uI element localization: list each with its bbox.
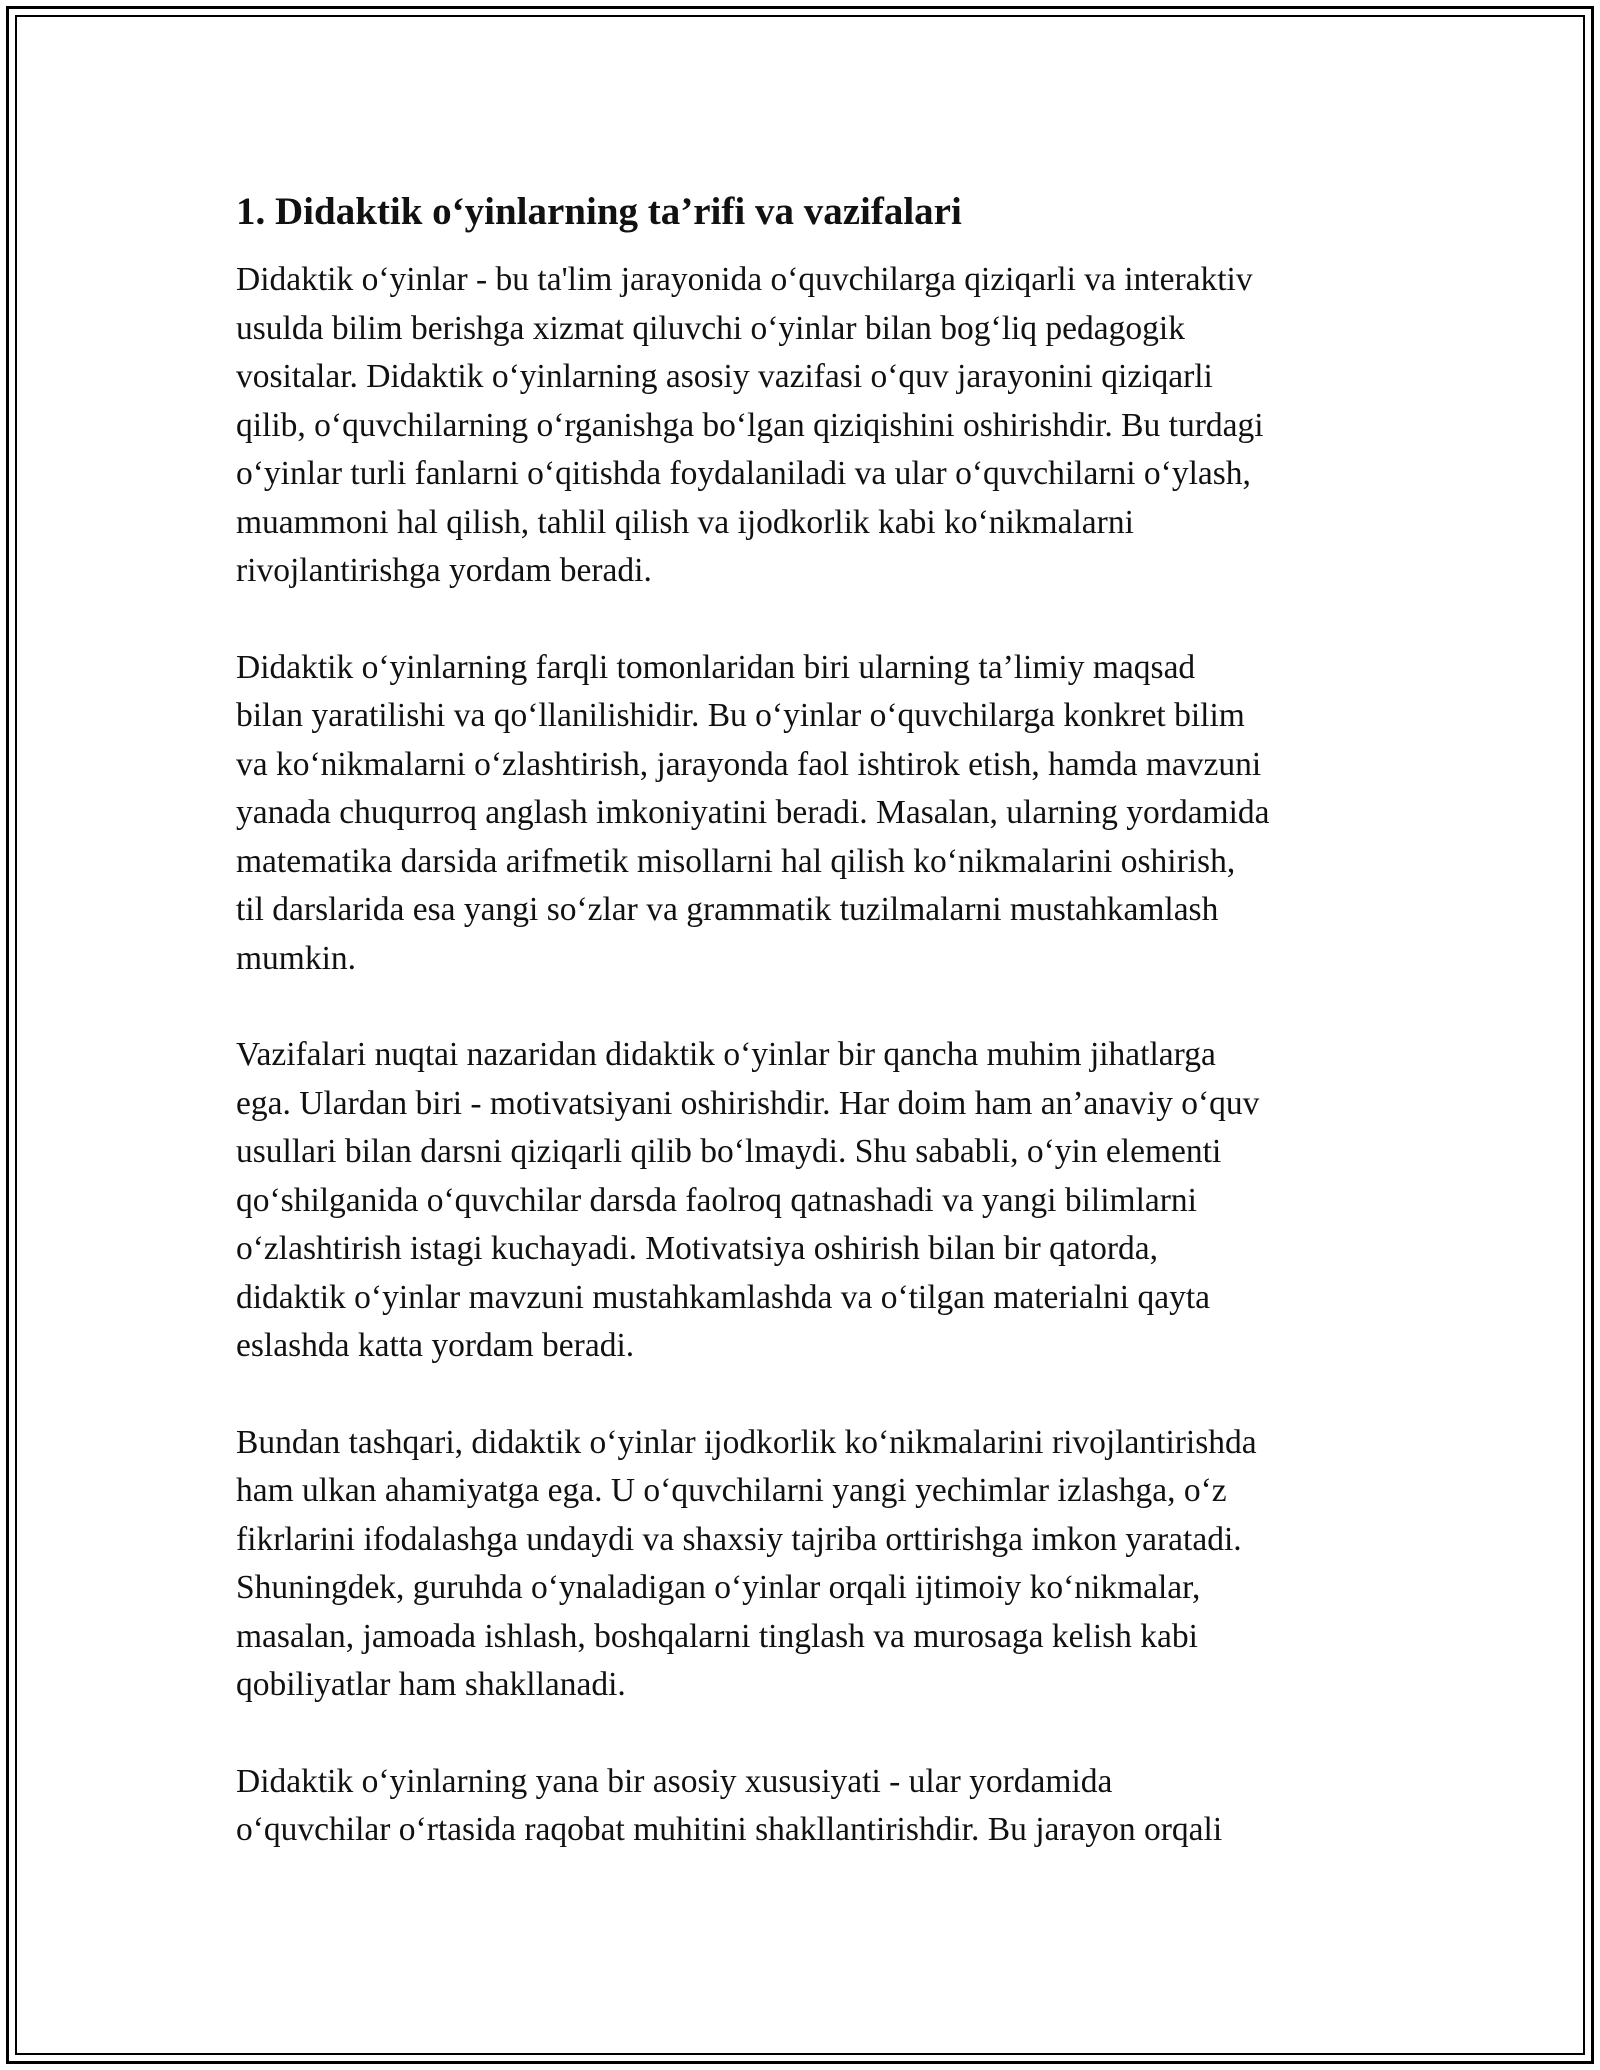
text-line: matematika darsida arifmetik misollarni hal qilish ko‘nikmalarini oshirish, [236, 842, 1236, 880]
text-line: masalan, jamoada ishlash, boshqalarni tinglash va murosaga kelish kabi [236, 1617, 1198, 1655]
text-line: bilan yaratilishi va qo‘llanilishidir. Bu o‘yinlar o‘quvchilarga konkret bilim [236, 697, 1245, 734]
text-line: Didaktik o‘yinlarning yana bir asosiy xususiyati - ular yordamida [236, 1762, 1113, 1800]
text-line: qilib, o‘quvchilarning o‘rganishga bo‘lgan qiziqishini oshirishdir. Bu turdagi [236, 406, 1264, 444]
paragraph-3 [236, 1031, 1386, 1371]
text-line: qo‘shilganida o‘quvchilar darsda faolroq qatnashadi va yangi bilimlarni [236, 1181, 1197, 1219]
text-line: mumkin. [236, 939, 357, 977]
document-body [236, 186, 1386, 1903]
paragraph-4 [236, 1419, 1386, 1710]
text-line: Vazifalari nuqtai nazaridan didaktik o‘yinlar bir qancha muhim jihatlarga [236, 1036, 1216, 1073]
text-line: usullari bilan darsni qiziqarli qilib bo‘lmaydi. Shu sababli, o‘yin elementi [236, 1133, 1222, 1170]
text-line: usulda bilim berishga xizmat qiluvchi o‘yinlar bilan bog‘liq pedagogik [236, 309, 1185, 347]
text-line: yanada chuqurroq anglash imkoniyatini beradi. Masalan, ularning yordamida [236, 794, 1270, 831]
text-line: o‘yinlar turli fanlarni o‘qitishda foydalaniladi va ular o‘quvchilarni o‘ylash, [236, 455, 1251, 492]
text-line: o‘zlashtirish istagi kuchayadi. Motivatsiya oshirish bilan bir qatorda, [236, 1230, 1159, 1267]
text-line: rivojlantirishga yordam beradi. [236, 552, 652, 589]
text-line: didaktik o‘yinlar mavzuni mustahkamlashda va o‘tilgan materialni qayta [236, 1278, 1211, 1316]
section-heading: 1. Didaktik o‘yinlarning ta’rifi va vazifalari [236, 190, 962, 233]
paragraph-1 [236, 256, 1386, 596]
text-line: ham ulkan ahamiyatga ega. U o‘quvchilarni yangi yechimlar izlashga, o‘z [236, 1472, 1227, 1509]
text-line: Didaktik o‘yinlar - bu ta'lim jarayonida o‘quvchilarga qiziqarli va interaktiv [236, 261, 1253, 298]
paragraph-2 [236, 644, 1386, 984]
text-line: vositalar. Didaktik o‘yinlarning asosiy vazifasi o‘quv jarayonini qiziqarli [236, 358, 1213, 395]
text-line: eslashda katta yordam beradi. [236, 1327, 635, 1364]
text-line: muammoni hal qilish, tahlil qilish va ijodkorlik kabi ko‘nikmalarni [236, 503, 1134, 541]
text-line: Bundan tashqari, didaktik o‘yinlar ijodkorlik ko‘nikmalarini rivojlantirishda [236, 1423, 1257, 1461]
text-line: til darslarida esa yangi so‘zlar va grammatik tuzilmalarni mustahkamlash [236, 891, 1219, 928]
text-line: qobiliyatlar ham shakllanadi. [236, 1666, 626, 1703]
text-line: fikrlarini ifodalashga undaydi va shaxsiy tajriba orttirishga imkon yaratadi. [236, 1520, 1242, 1558]
paragraph-5 [236, 1758, 1386, 1855]
text-line: o‘quvchilar o‘rtasida raqobat muhitini shakllantirishdir. Bu jarayon orqali [236, 1811, 1223, 1848]
text-line: ega. Ulardan biri - motivatsiyani oshirishdir. Har doim ham an’anaviy o‘quv [236, 1084, 1260, 1122]
text-line: Shuningdek, guruhda o‘ynaladigan o‘yinlar orqali ijtimoiy ko‘nikmalar, [236, 1569, 1201, 1606]
text-line: va ko‘nikmalarni o‘zlashtirish, jarayonda faol ishtirok etish, hamda mavzuni [236, 745, 1262, 783]
text-line: Didaktik o‘yinlarning farqli tomonlaridan biri ularning ta’limiy maqsad [236, 648, 1196, 686]
